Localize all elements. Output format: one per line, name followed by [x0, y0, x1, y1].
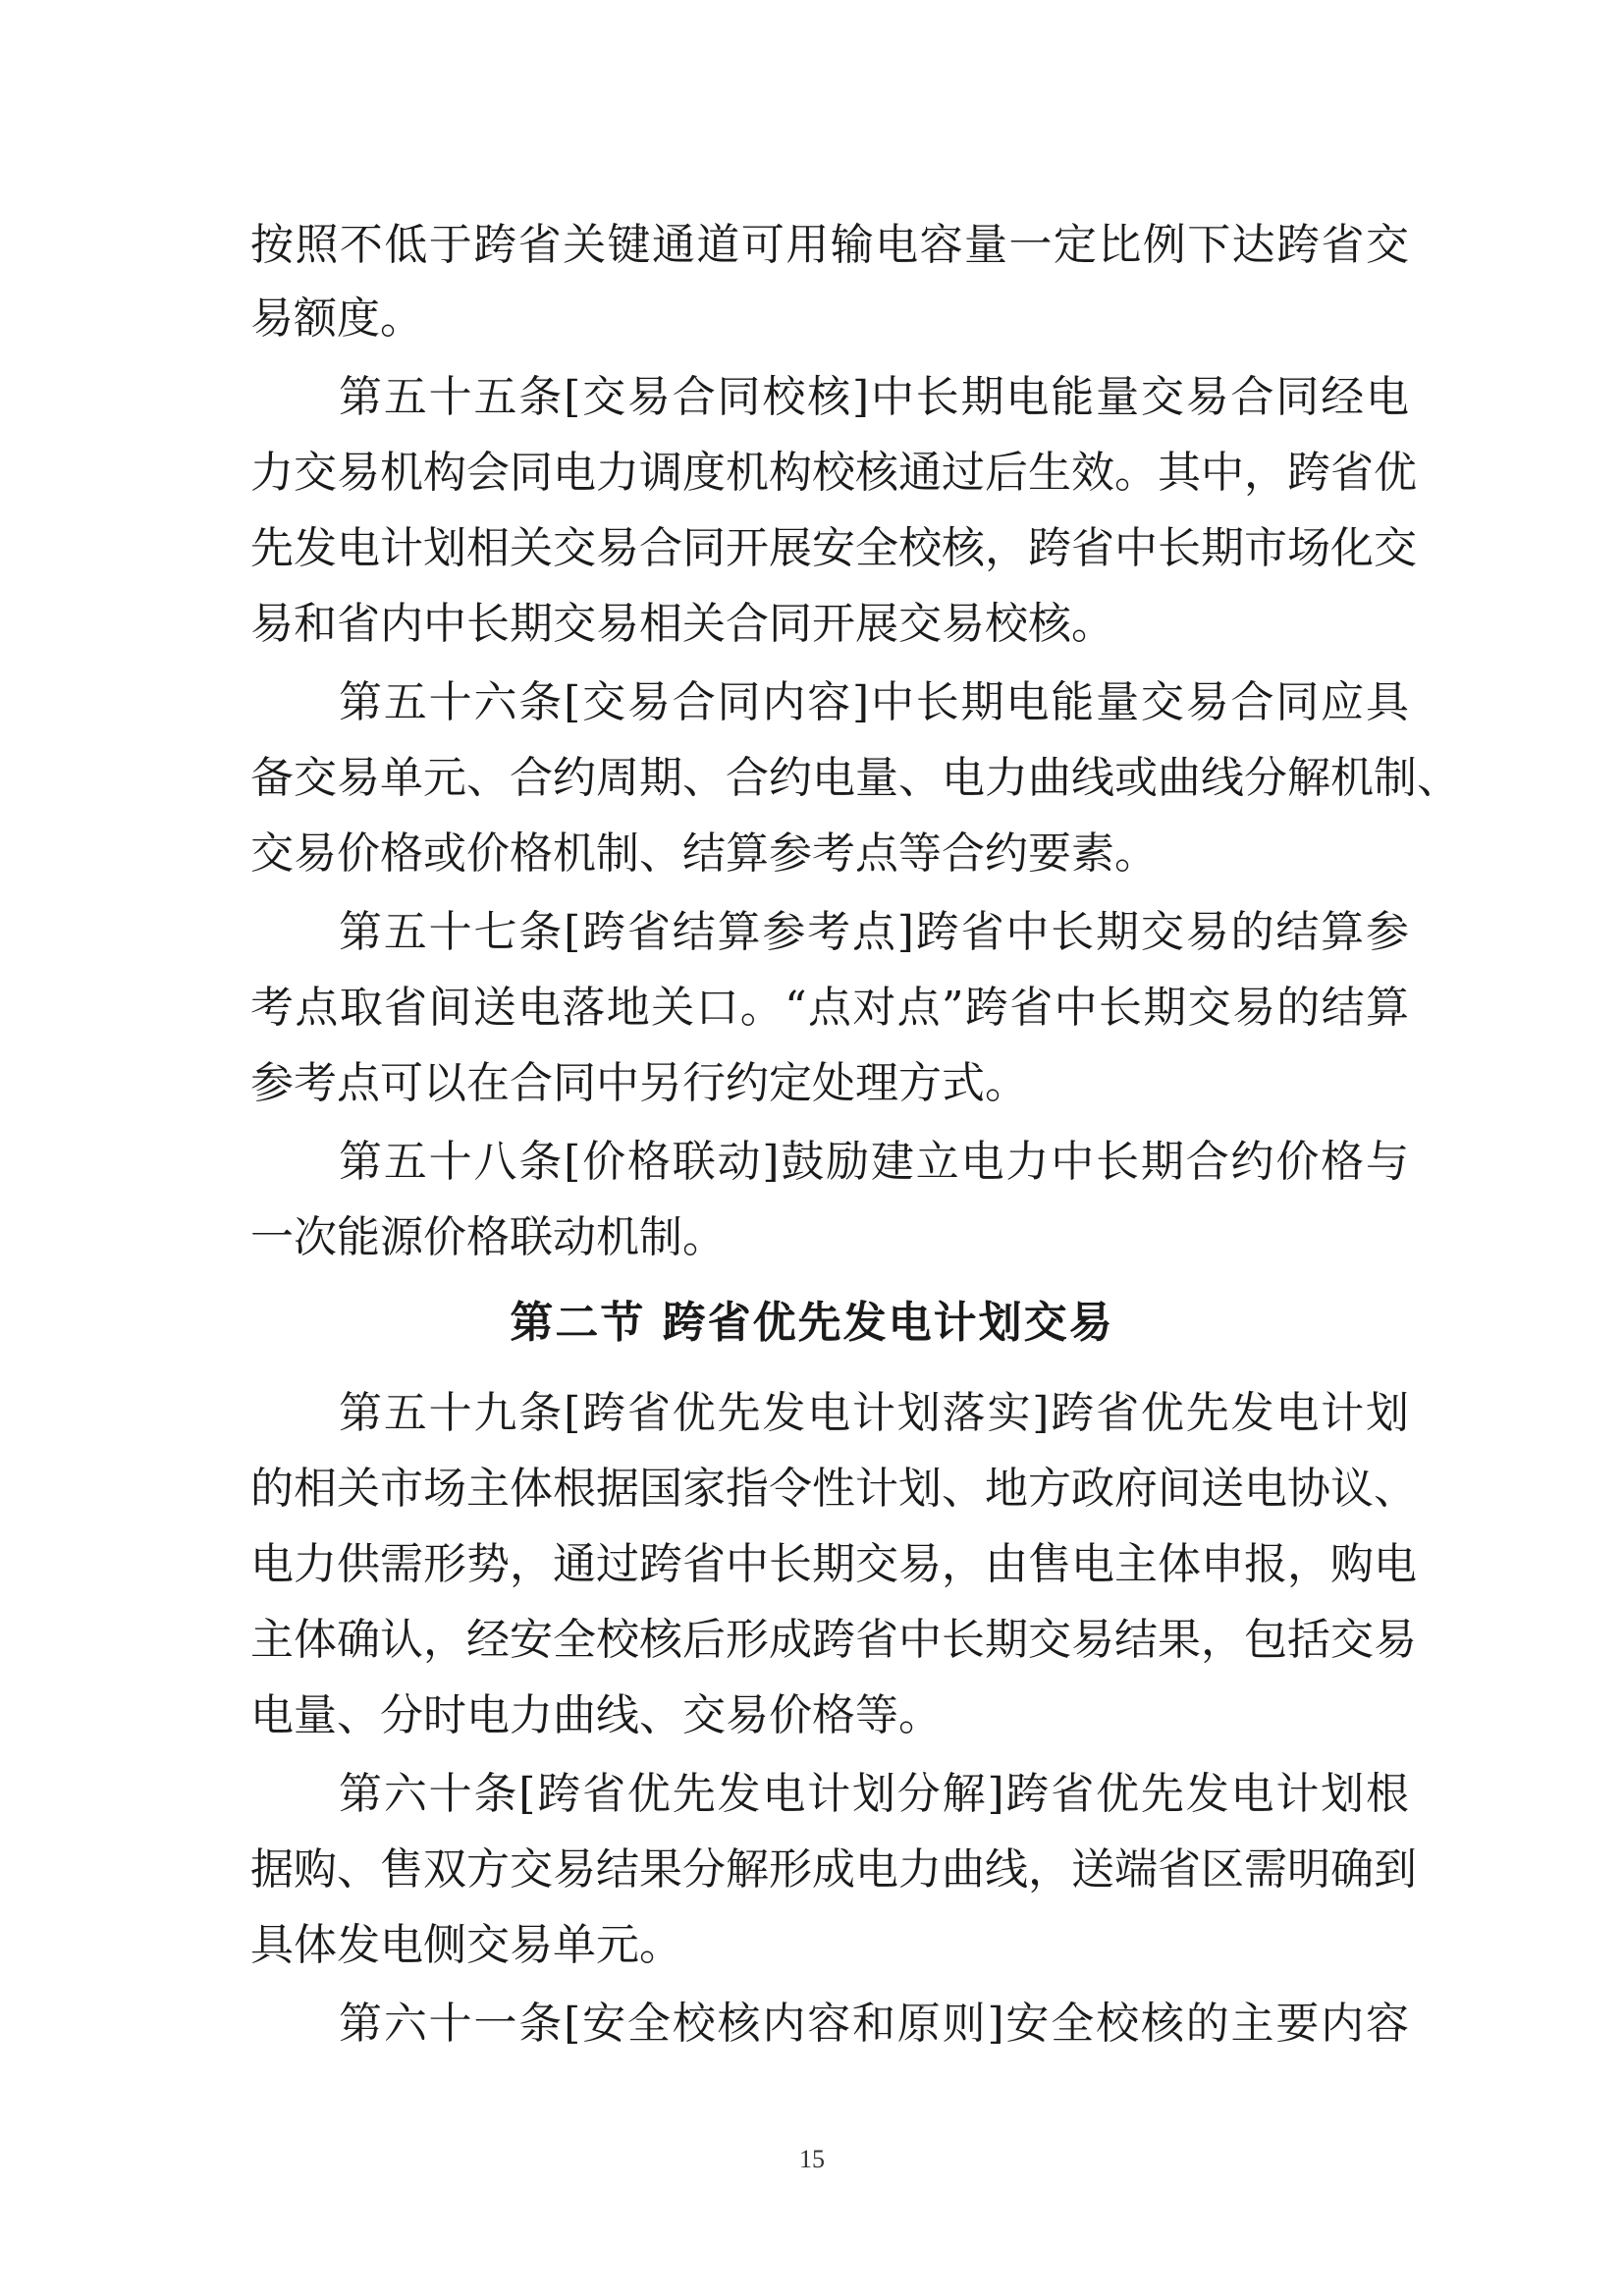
text-line: 电量、分时电力曲线、交易价格等。	[250, 1690, 942, 1740]
text-line: 力交易机构会同电力调度机构校核通过后生效。其中，跨省优	[250, 448, 1417, 498]
text-line: 电力供需形势，通过跨省中长期交易，由售电主体申报，购电	[250, 1539, 1417, 1589]
text-line: 先发电计划相关交易合同开展安全校核，跨省中长期市场化交	[250, 523, 1417, 573]
text-line: 按照不低于跨省关键通道可用输电容量一定比例下达跨省交	[250, 220, 1409, 270]
text-line: 据购、售双方交易结果分解形成电力曲线，送端省区需明确到	[250, 1844, 1417, 1895]
page-number: 15	[799, 2145, 825, 2173]
text-line: 易额度。	[250, 294, 423, 344]
text-line: 参考点可以在合同中另行约定处理方式。	[250, 1058, 1028, 1108]
article-58-start: 第五十八条[价格联动]鼓励建立电力中长期合约价格与	[339, 1137, 1409, 1187]
article-60-start: 第六十条[跨省优先发电计划分解]跨省优先发电计划根	[339, 1769, 1409, 1819]
text-line: 一次能源价格联动机制。	[250, 1212, 726, 1262]
text-line: 交易价格或价格机制、结算参考点等合约要素。	[250, 828, 1158, 879]
text-line: 备交易单元、合约周期、合约电量、电力曲线或曲线分解机制、	[250, 753, 1460, 803]
article-57-start: 第五十七条[跨省结算参考点]跨省中长期交易的结算参	[339, 907, 1409, 957]
article-56-start: 第五十六条[交易合同内容]中长期电能量交易合同应具	[339, 677, 1409, 727]
text-line: 易和省内中长期交易相关合同开展交易校核。	[250, 599, 1114, 649]
text-line: 主体确认，经安全校核后形成跨省中长期交易结果，包括交易	[250, 1615, 1417, 1665]
text-line: 具体发电侧交易单元。	[250, 1920, 682, 1970]
article-55-start: 第五十五条[交易合同校核]中长期电能量交易合同经电	[339, 372, 1409, 422]
section-heading: 第二节 跨省优先发电计划交易	[510, 1298, 1114, 1348]
article-59-start: 第五十九条[跨省优先发电计划落实]跨省优先发电计划	[339, 1388, 1409, 1438]
text-line: 考点取省间送电落地关口。“点对点”跨省中长期交易的结算	[250, 983, 1409, 1033]
text-line: 的相关市场主体根据国家指令性计划、地方政府间送电协议、	[250, 1464, 1417, 1514]
article-61-start: 第六十一条[安全校核内容和原则]安全校核的主要内容	[339, 1999, 1409, 2049]
